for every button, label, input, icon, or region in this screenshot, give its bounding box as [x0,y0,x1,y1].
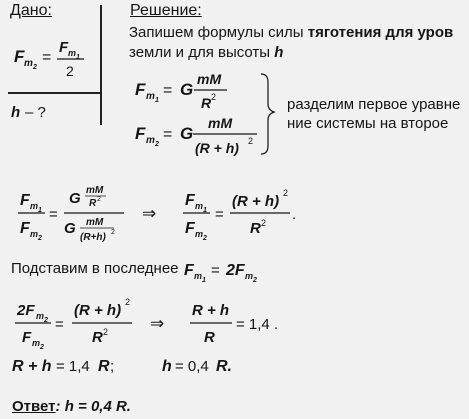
given-formula [14,39,84,79]
svg-text:mM: mM [86,185,104,196]
svg-text:2: 2 [253,277,257,284]
svg-text:F: F [20,192,30,209]
svg-text:(R+h): (R+h) [80,232,106,243]
svg-text:m: m [24,58,33,69]
given-heading: Дано: [10,2,52,19]
svg-text:2: 2 [44,317,48,324]
svg-text:2: 2 [40,344,44,351]
svg-text:= 1,4: = 1,4 [56,358,90,375]
svg-text:m: m [245,271,254,281]
svg-text:R + h: R + h [192,302,230,319]
svg-text:=: = [42,49,52,66]
svg-text:2: 2 [155,141,159,148]
svg-text:G: G [180,80,194,99]
system-brace [261,74,274,154]
svg-text:m: m [30,201,39,211]
svg-text:m: m [32,338,41,348]
svg-text:m: m [146,91,155,102]
substitute-text: Подставим в последнее [11,260,179,277]
svg-text:1: 1 [203,207,207,214]
svg-text:⇒: ⇒ [142,204,157,223]
svg-text:2: 2 [103,327,109,337]
svg-text:1: 1 [202,277,206,284]
solution-heading: Решение: [130,2,202,19]
svg-text:m: m [68,48,77,58]
svg-text:2: 2 [97,196,101,203]
svg-text:mM: mM [86,217,104,228]
svg-text:1: 1 [76,54,80,61]
svg-text:2F: 2F [226,262,245,279]
svg-text:F: F [135,124,146,143]
svg-text:.: . [292,206,297,223]
equation-2 [135,115,257,156]
svg-text:=: = [163,126,173,143]
svg-text:F: F [22,329,32,346]
svg-text:=: = [49,206,58,223]
answer-line: Ответ: h = 0,4 R. [12,398,131,415]
svg-text:=: = [55,316,64,333]
svg-text:;: ; [110,358,115,375]
svg-text:2: 2 [203,235,207,242]
equation-1 [135,71,227,111]
svg-text:= 1,4 .: = 1,4 . [236,316,279,333]
note-line-1: разделим первое уравне [287,96,461,113]
svg-text:=: = [211,262,220,279]
svg-text:h: h [162,358,172,375]
ratio-formula [18,185,296,243]
svg-text:F: F [135,80,146,99]
svg-text:R: R [250,220,261,237]
solution-line-1: Запишем формулы силы тяготения для уров [129,24,454,41]
svg-text:2: 2 [125,297,131,307]
svg-text:F: F [185,220,195,237]
svg-text:m: m [194,271,203,281]
svg-text:=: = [163,82,173,99]
svg-text:R: R [204,329,215,346]
svg-text:(R + h): (R + h) [74,302,122,319]
svg-text:(R + h): (R + h) [232,193,280,210]
svg-text:G: G [69,190,81,207]
svg-text:2: 2 [38,235,42,242]
unknown-h: h [11,104,21,121]
svg-text:2: 2 [261,218,267,228]
svg-text:G: G [64,220,76,237]
svg-text:– ?: – ? [25,104,46,121]
svg-text:2F: 2F [17,302,35,319]
svg-text:= 0,4: = 0,4 [175,358,209,375]
svg-text:⇒: ⇒ [150,314,165,333]
svg-text:R: R [201,95,212,111]
svg-text:R + h: R + h [12,358,52,375]
svg-text:F: F [184,262,194,279]
svg-text:R: R [98,358,110,375]
result-line [12,358,232,375]
svg-text:2: 2 [111,229,115,236]
svg-text:F: F [20,220,30,237]
svg-text:mM: mM [197,71,222,87]
svg-text:2: 2 [248,136,254,146]
final-formula [15,297,278,351]
solution-line-2: земли и для высоты h [129,44,284,61]
svg-text:G: G [180,124,194,143]
svg-text:m: m [195,229,204,239]
svg-text:2: 2 [211,92,217,102]
svg-text:F: F [14,47,25,66]
svg-text:2: 2 [33,64,37,71]
svg-text:(R + h): (R + h) [195,140,239,156]
svg-text:2: 2 [66,63,74,79]
svg-text:1: 1 [38,207,42,214]
svg-text:R: R [92,329,103,346]
svg-text:mM: mM [208,115,233,131]
svg-text:m: m [30,229,39,239]
note-line-2: ние системы на второе [287,115,449,132]
substitution-formula [184,262,257,284]
svg-text:m: m [146,135,155,146]
svg-text:m: m [36,311,45,321]
svg-text:=: = [215,206,224,223]
svg-text:F: F [185,192,195,209]
svg-text:1: 1 [155,97,159,104]
svg-text:m: m [195,201,204,211]
svg-text:R.: R. [216,358,232,375]
svg-text:F: F [59,39,69,56]
svg-text:R: R [89,198,97,209]
svg-text:2: 2 [283,188,289,198]
